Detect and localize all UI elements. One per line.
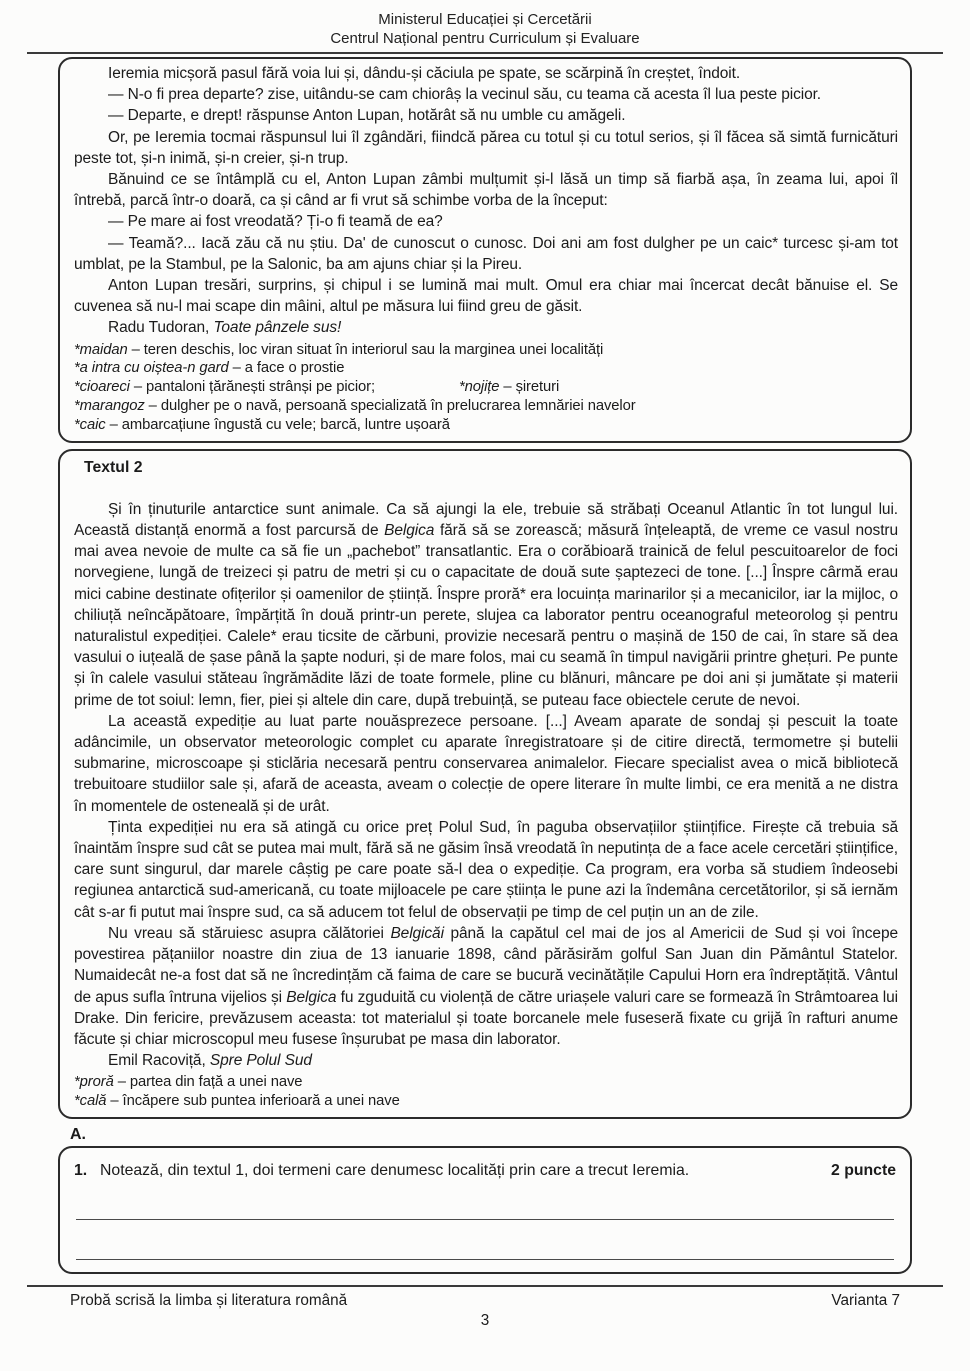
footnote-term: *proră bbox=[74, 1074, 114, 1091]
question-box bbox=[58, 1146, 912, 1274]
paragraph: Ținta expediției nu era să atingă cu orice preț Polul Sud, în paguba observațiilor științifice. Firește că trebuia să înaintăm înspre sud cât se putea mai mult, fără să ne găsim însă vreodată în neputința de a face acele cercetări științifice, care sunt singurul, dar marele câștig pe care poate să-l dea o expediție. Ca program, era vorba să studiem îndeosebi regiunea antarctică sud-americană, cu toate mijloacele pe care știința le pune azi la îndemâna cercetătorilor, și să iernăm cât s-ar fi putut mai înspre sud, ca să aducem tot felul de observații pe timp de cel puțin un an de zile. bbox=[74, 818, 898, 921]
question-text: Notează, din textul 1, doi termeni care denumesc localități prin care a trecut Ieremia. bbox=[100, 1161, 690, 1179]
attribution-title: Toate pânzele sus! bbox=[213, 319, 342, 337]
paragraph: Bănuind ce se întâmplă cu el, Anton Lupan zâmbi mulțumit și-l lăsă un timp să fiarbă așa, în zeama lui, apoi îl întrebă, parcă într-o doară, ca și când ar fi vrut să schimbe vorba de la început: bbox=[74, 171, 898, 210]
footnote-term: *maidan bbox=[74, 341, 128, 358]
paragraph: Ieremia micșoră pasul fără voia lui și, dându-și căciula pe spate, se scărpină în creștet, îndoit. bbox=[108, 65, 741, 82]
section-a-label: A. bbox=[70, 1125, 86, 1143]
text2-attribution bbox=[74, 1050, 898, 1071]
footnote-def: – încăpere sub puntea inferioară a unei nave bbox=[106, 1093, 400, 1110]
footnote bbox=[74, 416, 898, 435]
paragraph: La această expediție au luat parte nouăsprezece persoane. [...] Aveam aparate de sondaj și pescuit la toate adâncimile, un observator meteorologic complet cu aparate înregistratoare și de citire directă, termometre și butelii submarine, microscoape și sticlăria necesară pentru conservarea animalelor. Fiecare specialist avea o mică bibliotecă trebuitoare studiilor sale și, afară de aceasta, aveam o colecție de opere literare în multe limbi, ce era menită a ne distra în momentele de osteneală și de urât. bbox=[74, 712, 898, 815]
text1-footnotes bbox=[74, 341, 898, 435]
footnote-def: – pantaloni țărănești strânși pe picior; bbox=[129, 379, 375, 396]
text2-box bbox=[58, 449, 912, 1119]
paragraph: Anton Lupan tresări, surprins, și chipul i se lumină mai mult. Omul era chiar mai încercat decât bănuise el. Se cuvenea să nu-l mai scape din mâini, altul pe măsura lui fiind greu de găsit. bbox=[74, 277, 898, 316]
answer-line-1[interactable] bbox=[76, 1181, 894, 1220]
paragraph: Nu vreau să stăruiesc asupra călătoriei Belgicăi până la capătul cel mai de jos al Americii de Sud și voi începe povestirea pățaniilor noastre din ziua de 13 ianuarie 1898, când părăsirăm golful San Juan din Pământul Statelor. Numaidecât ne-a fost dat să ne încredințăm că faima de care se bucură vecinătățile Capului Horn era îndreptățită. Vântul de apus sufla întruna vijelios și Belgica fu zguduită cu violență de către uriașele valuri care se formează în Strâmtoarea lui Drake. Din fericire, prevăzusem aceasta: tot materialul și toate borcanele mele fuseseră fixate cu grijă în rafturi anume făcute și chiar microscopul meu fusese înșurubat pe masa din laborator. bbox=[74, 924, 898, 1048]
footnote bbox=[74, 1073, 898, 1092]
footnote-def: – a face o prostie bbox=[228, 360, 345, 377]
footnote-term: *a intra cu oiștea-n gard bbox=[74, 360, 229, 377]
footnote-def: – ambarcațiune îngustă cu vele; barcă, luntre ușoară bbox=[105, 416, 450, 433]
footnote bbox=[74, 341, 898, 360]
footnote-term: *cioareci bbox=[74, 379, 130, 396]
header-line-1: Ministerul Educației și Cercetării bbox=[378, 11, 592, 28]
footnote-def: – dulgher pe o navă, persoană specializată în prelucrarea lemnăriei navelor bbox=[144, 398, 636, 415]
footnote-term: *caic bbox=[74, 416, 106, 433]
text2-title: Textul 2 bbox=[84, 458, 143, 476]
text1-attribution bbox=[74, 317, 898, 338]
footnote bbox=[74, 359, 898, 378]
text1-box bbox=[58, 57, 912, 443]
footnote-def: – șireturi bbox=[499, 379, 560, 396]
footnote bbox=[74, 1092, 898, 1111]
footnote bbox=[74, 378, 898, 397]
footnote-term: *nojițe bbox=[458, 379, 500, 396]
footer-left: Probă scrisă la limba și literatura română bbox=[70, 1292, 348, 1309]
question-number: 1. bbox=[74, 1161, 88, 1179]
answer-line-2[interactable] bbox=[76, 1220, 894, 1260]
paragraph: — Departe, e drept! răspunse Anton Lupan, hotărât să nu umble cu amăgeli. bbox=[108, 107, 626, 125]
paragraph: — Pe mare ai fost vreodată? Ți-o fi teamă de ea? bbox=[108, 213, 443, 231]
footnote-term: *marangoz bbox=[74, 398, 145, 415]
footnote-term: *cală bbox=[74, 1093, 107, 1110]
question-points: 2 puncte bbox=[831, 1161, 896, 1179]
text2-footnotes bbox=[74, 1073, 898, 1111]
ministry-header bbox=[0, 0, 970, 48]
footer-right: Varianta 7 bbox=[831, 1292, 900, 1309]
footnote-def: – teren deschis, loc viran situat în interiorul sau la marginea unei localități bbox=[127, 341, 604, 358]
footer-divider bbox=[27, 1285, 943, 1287]
header-divider bbox=[27, 52, 943, 54]
attribution-author: Emil Racoviță, bbox=[108, 1052, 210, 1070]
paragraph: Și în ținuturile antarctice sunt animale. Ca să ajungi la ele, trebuie să străbați Oceanul Atlantic în tot lungul lui. Această distanță enormă a fost parcursă de Belgica fără să se zorească; măsură înțeleaptă, de vreme ce vasul nostru mai avea nevoie de multe ca să fie un „pachebot” transatlantic. Era o corăbioară trainică de felul pescuitoarelor de foci norvegiene, lungă de treizeci și patru de metri și cu o capacitate de două sute șaptezeci de tone. [...] Înspre cârmă erau mici cabine destinate ofițerilor și oamenilor de știință. Înspre proră* era locuința marinarilor și a mecanicilor, iar la mijloc, o chiliuță neîncăpătoare, împărțită în două printr-un perete, slujea ca laborator pentru oceanograful meteorolog și pentru naturalistul expediției. Calele* erau ticsite de cărbuni, provizie necesară pentru o mașină de 150 de cai, în stare să dea vasului o iuțeală de șase până la șapte noduri, și de mare folos, mai cu seamă în timpul navigării printre ghețuri. Pe punte și în calele vasului stăteau îngrămădite lăzi de toate formele, pline cu blănuri, mâncare pe doi ani și jumătate și materii prime de tot soiul: lemn, fier, piei și altele din care, după trebuință, se puteau face obiectele cerute de nevoi. bbox=[74, 500, 898, 709]
paragraph: Or, pe Ieremia tocmai răspunsul lui îl zgândări, fiindcă părea cu totul și cu totul serios, și îl făcea să simtă furnicături peste tot, și-n inimă, și-n creier, și-n trup. bbox=[74, 128, 898, 167]
footnote-def: – partea din față a unei nave bbox=[113, 1074, 303, 1091]
attribution-author: Radu Tudoran, bbox=[108, 319, 214, 337]
paragraph: — N-o fi prea departe? zise, uitându-se cam chiorâș la vecinul său, cu teama că acesta îl lua peste picior. bbox=[108, 86, 822, 104]
footnote bbox=[74, 397, 898, 416]
attribution-title: Spre Polul Sud bbox=[209, 1052, 312, 1070]
page-footer bbox=[0, 1285, 970, 1330]
page-number: 3 bbox=[480, 1312, 490, 1329]
question-row bbox=[74, 1160, 896, 1181]
header-line-2: Centrul Național pentru Curriculum și Evaluare bbox=[330, 30, 640, 47]
paragraph: — Teamă?... Iacă zău că nu știu. Da' de cunoscut o cunosc. Doi ani am fost dulgher pe un caic* turcesc și-am tot umblat, pe la Stambul, pe la Salonic, ba am ajuns chiar și la Pireu. bbox=[74, 234, 898, 273]
